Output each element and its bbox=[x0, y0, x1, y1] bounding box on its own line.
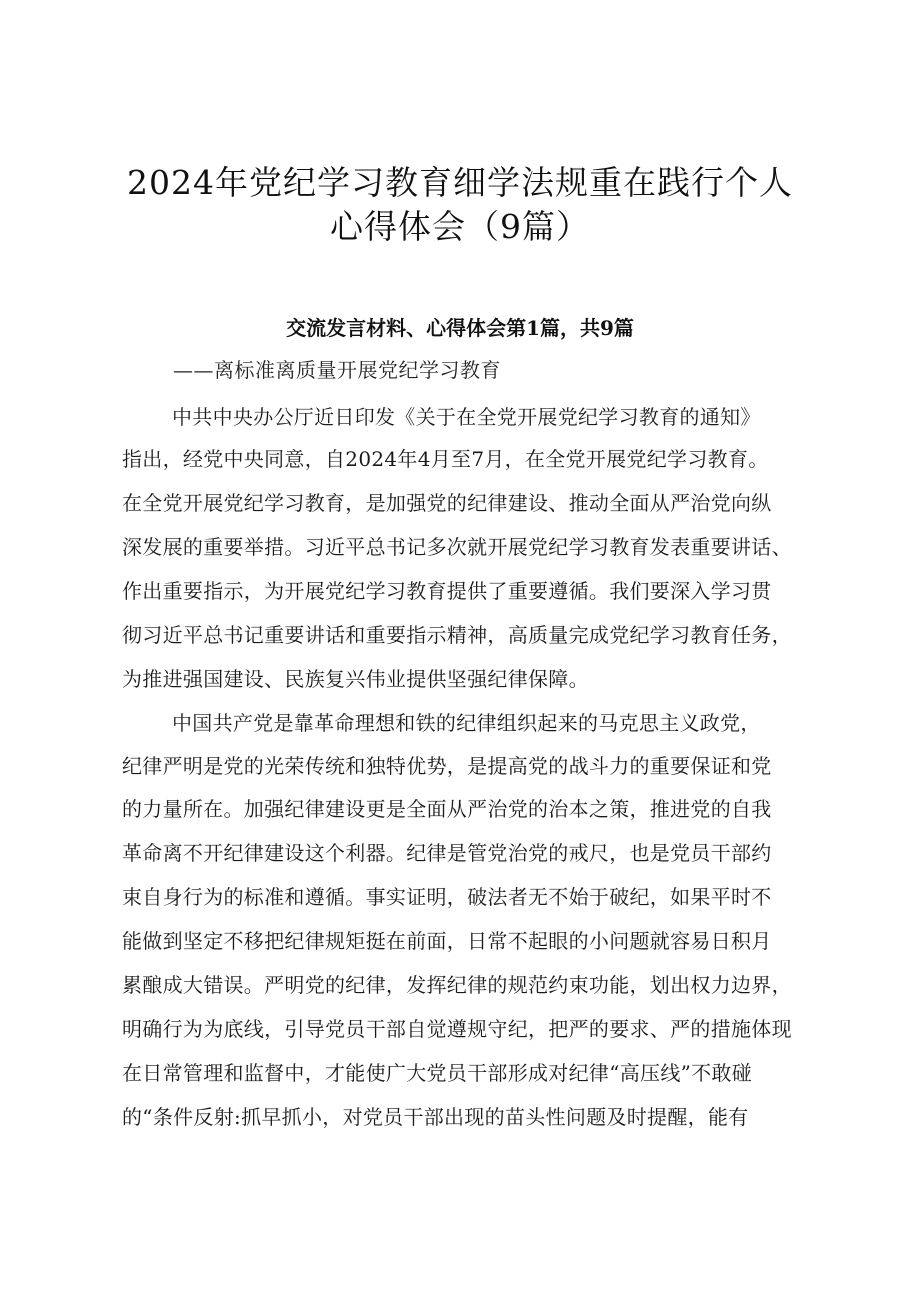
paragraph-line: 中国共产党是靠革命理想和铁的纪律组织起来的马克思主义政党， bbox=[172, 711, 761, 735]
paragraph-line: 在日常管理和监督中，才能使广大党员干部形成对纪律“高压线”不敢碰 bbox=[122, 1061, 753, 1085]
document-title-line-1: 2024年党纪学习教育细学法规重在践行个人 bbox=[127, 163, 793, 202]
paragraph-line: 累酿成大错误。严明党的纪律，发挥纪律的规范约束功能，划出权力边界， bbox=[122, 973, 792, 997]
paragraph-line: 深发展的重要举措。习近平总书记多次就开展党纪学习教育发表重要讲话、 bbox=[122, 535, 792, 559]
paragraph-line: 的“条件反射:抓早抓小，对党员干部出现的苗头性问题及时提醒，能有 bbox=[122, 1105, 749, 1129]
paragraph-line: 束自身行为的标准和遵循。事实证明，破法者无不始于破纪，如果平时不 bbox=[122, 885, 772, 909]
paragraph-line: 为推进强国建设、民族复兴伟业提供坚强纪律保障。 bbox=[122, 667, 589, 691]
article-subtitle: ——离标准离质量开展党纪学习教育 bbox=[173, 358, 501, 382]
paragraph-line: 的力量所在。加强纪律建设更是全面从严治党的治本之策，推进党的自我 bbox=[122, 797, 772, 821]
paragraph-line: 彻习近平总书记重要讲话和重要指示精神，高质量完成党纪学习教育任务， bbox=[122, 623, 792, 647]
paragraph-line: 革命离不开纪律建设这个利器。纪律是管党治党的戒尺，也是党员干部约 bbox=[122, 841, 772, 865]
paragraph-line: 作出重要指示，为开展党纪学习教育提供了重要遵循。我们要深入学习贯 bbox=[122, 579, 772, 603]
paragraph-line: 指出，经党中央同意，自2024年4月至7月，在全党开展党纪学习教育。 bbox=[122, 447, 769, 471]
paragraph-line: 明确行为为底线，引导党员干部自觉遵规守纪，把严的要求、严的措施体现 bbox=[122, 1017, 792, 1041]
section-heading: 交流发言材料、心得体会第1篇，共9篇 bbox=[286, 316, 634, 340]
paragraph-line: 纪律严明是党的光荣传统和独特优势，是提高党的战斗力的重要保证和党 bbox=[122, 754, 772, 778]
paragraph-line: 在全党开展党纪学习教育，是加强党的纪律建设、推动全面从严治党向纵 bbox=[122, 491, 772, 515]
paragraph-line: 中共中央办公厅近日印发《关于在全党开展党纪学习教育的通知》 bbox=[172, 405, 761, 429]
paragraph-line: 能做到坚定不移把纪律规矩挺在前面，日常不起眼的小问题就容易日积月 bbox=[122, 929, 772, 953]
document-title-line-2: 心得体会（9篇） bbox=[330, 207, 590, 246]
